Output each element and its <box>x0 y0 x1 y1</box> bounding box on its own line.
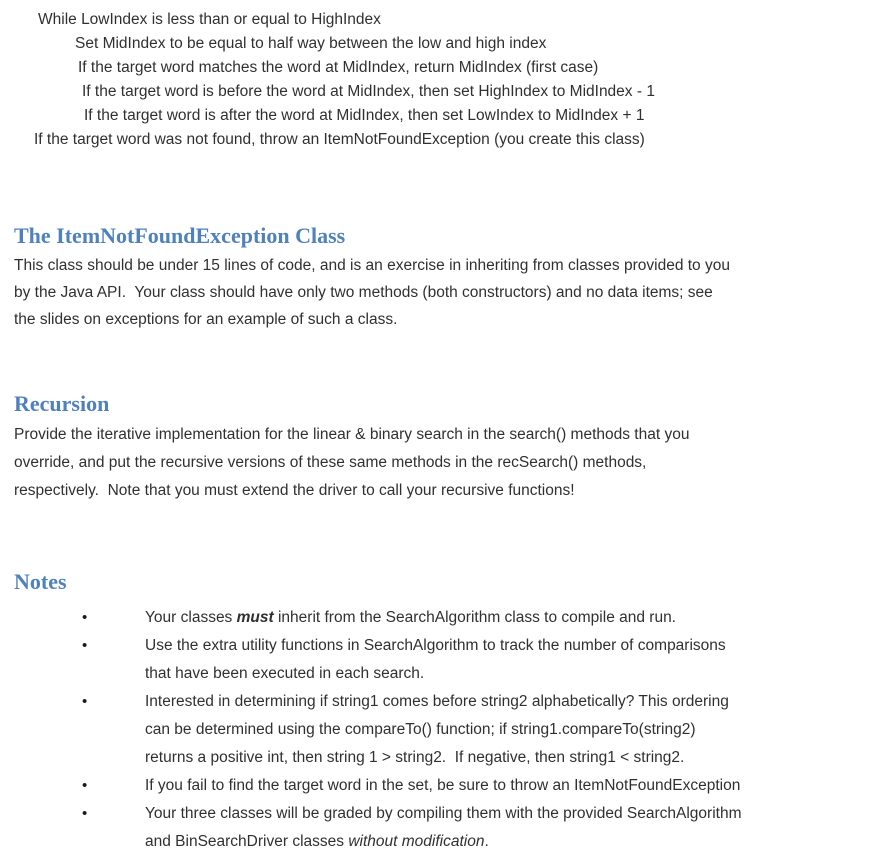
bullet-line: If you fail to find the target word in the set, be sure to throw an ItemNotFoundException <box>145 777 741 794</box>
pseudocode-block <box>14 8 863 152</box>
bullet-line: Your three classes will be graded by compiling them with the provided SearchAlgorithm <box>145 805 742 822</box>
bullet-line: can be determined using the compareTo() function; if string1.compareTo(string2) <box>145 721 696 738</box>
section-heading-notes: Notes <box>14 569 67 594</box>
section-heading-itemnotfoundexception: The ItemNotFoundException Class <box>14 223 346 248</box>
bullet-icon: • <box>82 637 88 654</box>
section-heading-recursion: Recursion <box>14 391 110 416</box>
bullet-icon: • <box>82 777 88 794</box>
bullet-line: Use the extra utility functions in SearchAlgorithm to track the number of comparisons <box>145 637 726 654</box>
section-body-recursion <box>14 421 863 505</box>
bullet-text-emphasis: must <box>236 609 274 626</box>
paragraph-line: the slides on exceptions for an example of such a class. <box>14 311 398 328</box>
note-bullet <box>14 632 863 688</box>
pseudocode-line: If the target word is after the word at MidIndex, then set LowIndex to MidIndex + 1 <box>84 107 645 124</box>
note-bullet <box>14 772 863 800</box>
bullet-text: inherit from the SearchAlgorithm class to compile and run. <box>273 609 676 626</box>
bullet-line: Interested in determining if string1 comes before string2 alphabetically? This ordering <box>145 693 729 710</box>
note-bullet <box>14 800 863 856</box>
notes-list <box>14 604 863 856</box>
bullet-icon: • <box>82 805 88 822</box>
bullet-icon: • <box>82 693 88 710</box>
paragraph-line: respectively. Note that you must extend the driver to call your recursive functions! <box>14 482 575 499</box>
bullet-line <box>145 604 863 632</box>
pseudocode-line: If the target word was not found, throw an ItemNotFoundException (you create this class) <box>34 131 645 148</box>
bullet-line: returns a positive int, then string 1 > string2. If negative, then string1 < string2. <box>145 749 685 766</box>
note-bullet <box>14 604 863 632</box>
pseudocode-line: If the target word is before the word at MidIndex, then set HighIndex to MidIndex - 1 <box>82 83 655 100</box>
paragraph-line: This class should be under 15 lines of code, and is an exercise in inheriting from classes provided to you <box>14 257 730 274</box>
bullet-text: Your classes <box>145 609 237 626</box>
note-bullet <box>14 688 863 772</box>
section-body-itemnotfoundexception <box>14 252 863 333</box>
pseudocode-line: Set MidIndex to be equal to half way between the low and high index <box>75 35 547 52</box>
pseudocode-line: While LowIndex is less than or equal to HighIndex <box>38 11 381 28</box>
bullet-line: that have been executed in each search. <box>145 665 425 682</box>
pseudocode-line: If the target word matches the word at MidIndex, return MidIndex (first case) <box>78 59 599 76</box>
bullet-line <box>145 828 863 856</box>
bullet-icon: • <box>82 609 88 626</box>
bullet-text: and BinSearchDriver classes <box>145 833 349 850</box>
paragraph-line: override, and put the recursive versions of these same methods in the recSearch() methods, <box>14 454 647 471</box>
paragraph-line: Provide the iterative implementation for the linear & binary search in the search() methods that you <box>14 426 690 443</box>
bullet-text-italic: without modification <box>348 833 485 850</box>
paragraph-line: by the Java API. Your class should have only two methods (both constructors) and no data items; see <box>14 284 713 301</box>
bullet-text: . <box>484 833 489 850</box>
